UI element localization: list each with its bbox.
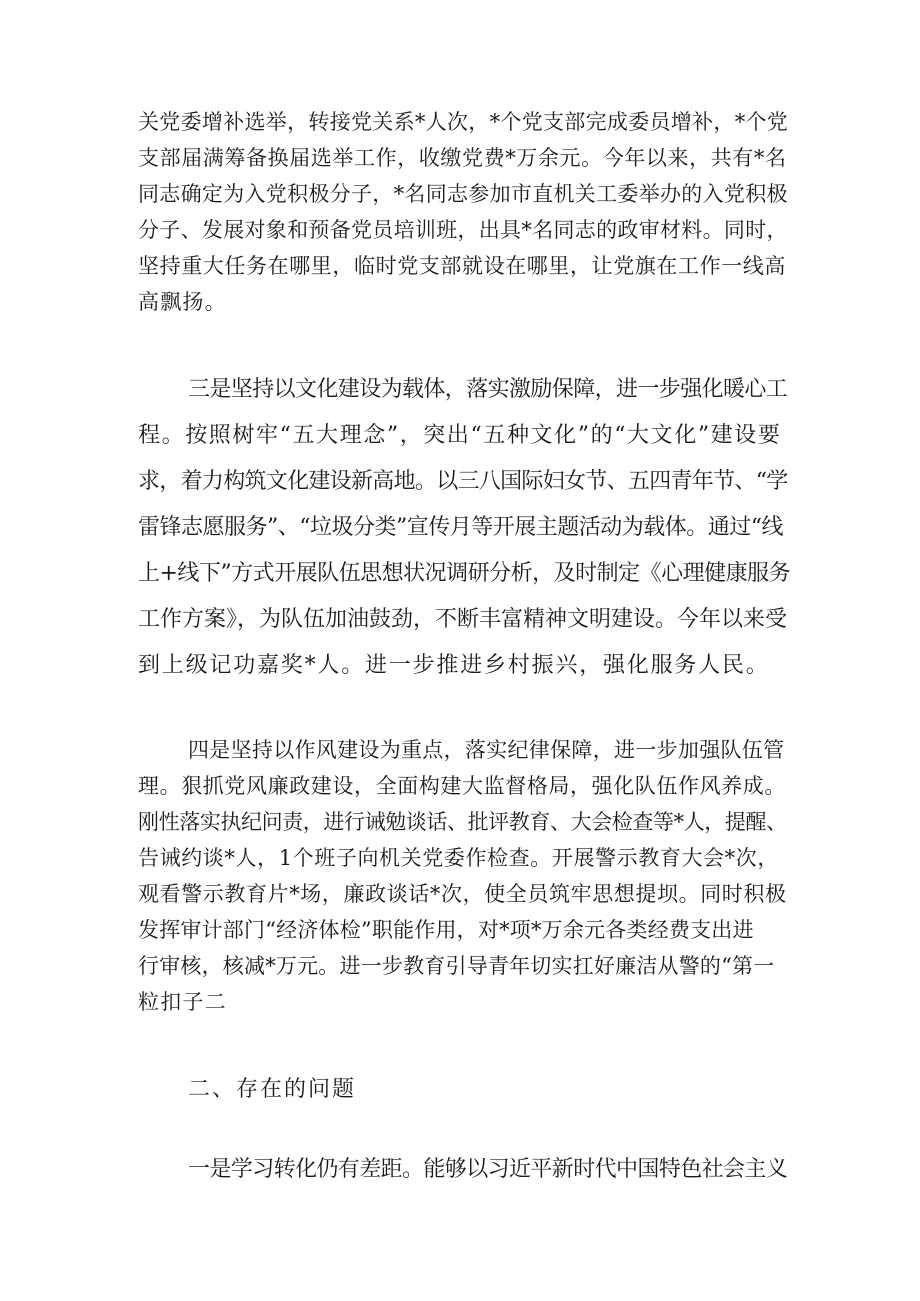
- text-line: 坚持重大任务在哪里，临时党支部就设在哪里，让党旗在工作一线高: [138, 254, 786, 278]
- text-line: 高飘扬。: [138, 290, 227, 314]
- text-line: 理。狠抓党风廉政建设，全面构建大监督格局，强化队伍作风养成。: [138, 774, 786, 798]
- text-line: 三是坚持以文化建设为载体，落实激励保障，进一步强化暖心工: [188, 377, 788, 402]
- section-heading: 二、存在的问题: [188, 1077, 357, 1102]
- text-line: 程。按照树牢“五大理念”，突出“五种文化”的“大文化”建设要: [138, 423, 782, 448]
- text-line: 观看警示教育片*场，廉政谈话*次，使全员筑牢思想提坝。同时积极: [138, 882, 787, 906]
- text-line: 关党委增补选举，转接党关系*人次，*个党支部完成委员增补，*个党: [138, 110, 789, 134]
- text-line: 发挥审计部门“经济体检”职能作用，对*项*万余元各类经费支出进: [138, 918, 754, 942]
- text-line: 工作方案》，为队伍加油鼓劲，不断丰富精神文明建设。今年以来受: [138, 607, 788, 632]
- text-line: 四是坚持以作风建设为重点，落实纪律保障，进一步加强队伍管: [188, 738, 785, 762]
- text-line: 到上级记功嘉奖*人。进一步推进乡村振兴，强化服务人民。: [138, 653, 770, 678]
- text-line: 雷锋志愿服务”、“垃圾分类”宣传月等开展主题活动为载体。通过“线: [138, 515, 783, 540]
- text-line: 分子、发展对象和预备党员培训班，出具*名同志的政审材料。同时，: [138, 218, 788, 242]
- text-line: 同志确定为入党积极分子，*名同志参加市直机关工委举办的入党积极: [138, 182, 788, 206]
- text-line: 行审核，核减*万元。进一步教育引导青年切实扛好廉洁从警的“第一: [138, 954, 775, 978]
- text-line: 告诫约谈*人，1个班子向机关党委作检查。开展警示教育大会*次，: [138, 846, 779, 870]
- text-line: 刚性落实执纪问责，进行诫勉谈话、批评教育、大会检查等*人，提醒、: [138, 810, 787, 834]
- text-line: 上+线下”方式开展队伍思想状况调研分析，及时制定《心理健康服务: [138, 561, 791, 586]
- text-line: 粒扣子二: [138, 990, 227, 1014]
- text-line: 一是学习转化仍有差距。能够以习近平新时代中国特色社会主义: [188, 1157, 788, 1182]
- text-line: 支部届满筹备换届选举工作，收缴党费*万余元。今年以来，共有*名: [138, 146, 787, 170]
- text-line: 求，着力构筑文化建设新高地。以三八国际妇女节、五四青年节、“学: [138, 469, 788, 494]
